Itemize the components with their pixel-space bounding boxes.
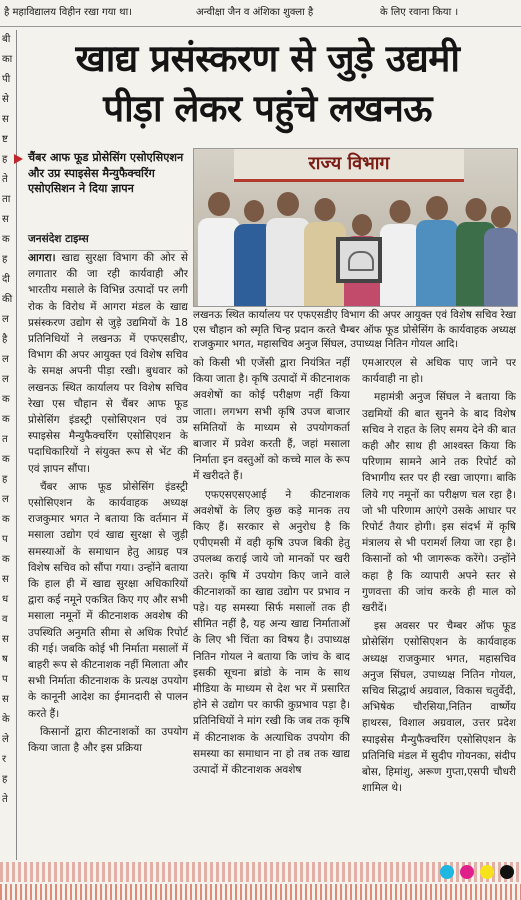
margin-fragment: बी — [2, 34, 11, 45]
margin-fragment: का — [2, 54, 13, 65]
byline: जनसंदेश टाइम्स — [28, 232, 188, 251]
photo-person — [416, 192, 458, 306]
headline-line-2: पीड़ा लेकर पहुंचे लखनऊ — [103, 87, 432, 130]
article-column-3 — [362, 355, 516, 862]
magenta-dot — [460, 865, 474, 879]
margin-fragment: प — [2, 674, 8, 685]
margin-fragment: ष्ट — [2, 134, 8, 145]
margin-fragment: ते — [2, 174, 8, 185]
margin-fragment: स — [2, 214, 9, 225]
margin-fragment: प — [2, 534, 8, 545]
margin-fragment: ल — [2, 354, 9, 365]
margin-fragment: ल — [2, 374, 9, 385]
yellow-dot — [480, 865, 494, 879]
article-paragraph: किसानों द्वारा कीटनाशकों का उपयोग किया जाता है और इस प्रक्रिया — [28, 725, 188, 755]
headline — [20, 34, 515, 134]
margin-fragment: स — [2, 634, 9, 645]
top-strip-text-b: अन्वीक्षा जैन व अंशिका शुक्ला है — [196, 7, 314, 18]
article-paragraph: चैंबर आफ फूड प्रोसेसिंग इंडस्ट्री एसोसिएशन के कार्यवाहक अध्यक्ष राजकुमार भगत ने बताया कि वर्तमान में मसाला उद्योग एवं खाद्य सुरक्षा से जुड़ी समस्याओं के समाधान हेतु आग्रह पत्र विशेष सचिव को सौंपा गया। उन्होंने बताया कि हाल ही में खाद्य सुरक्षा अधिकारियों द्वारा कई नमूने एकत्रित किए गए और सभी मसाला नमूनों में कीटनाशक अवशेष की उपस्थिति अनुमति सीमा से अधिक रिपोर्ट की गई। जबकि कोई भी निर्माता मसालों में बाहरी रूप से कीटनाशक नहीं मिलाता और सभी निर्माता कीटनाशक के प्रत्यक्ष उपयोग के कानूनी आदेश का ईमानदारी से पालन करते हैं। — [28, 480, 188, 720]
margin-fragment: ते — [2, 794, 8, 805]
margin-fragment: त — [2, 434, 8, 445]
article-column-1 — [28, 250, 188, 862]
margin-fragment: क — [2, 514, 10, 525]
margin-fragment: क — [2, 554, 10, 565]
photo-person — [484, 202, 518, 306]
print-registration-strip-lower — [0, 884, 521, 900]
article-paragraph: महामंत्री अनुज सिंघल ने बताया कि उद्यमियों की बात सुनने के बाद विशेष सचिव ने राहत के लिए समय देने की बात कही और साथ ही आश्वस्त किया कि परिणाम सामने आने तक रिपोर्ट को विभागीय स्तर पर ही रखा जाएगा। बाकि लिये गए नमूनों का परीक्षण चल रहा है। जो भी परिणाम आएंगे उसके आधार पर रिपोर्ट तैयार होगी। इस संदर्भ में कृषि मंत्रालय से भी परामर्श लिया जा रहा है। किसानों को भी जागरूक करेंगे। उन्होंने कहा है कि व्यापारी अपने स्तर से गुणवत्ता की जांच करके ही माल को खरीदें। — [362, 391, 516, 615]
margin-fragment: की — [2, 294, 13, 305]
article-paragraph: एफएसएसएआई ने कीटनाशक अवशेषों के लिए कुछ कड़े मानक तय किए हैं। सरकार से अनुरोध है कि एपीएमसी में वही कृषि उपज बिकी हेतु उपलब्ध कराई जाये जो मानकों पर खरी उतरे। कृषि में उपयोग किए जाने वाले कीटनाशकों का खाद्य उद्योग पर प्रभाव न पड़े। यह समस्या सिर्फ मसालों तक ही सीमित नहीं है, यह अन्य खाद्य निर्माताओं के लिए भी चिंता का विषय है। उपाध्यक्ष नितिन गोयल ने बताया कि जांच के बाद इसकी सूचना ब्रांडो के नाम के साथ मीडिया के माध्यम से देश भर में प्रसारित होने से उद्योग पर काफी कुप्रभाव पड़ा है। प्रतिनिधियों ने मांग रखी कि जब तक कृषि में कीटनाशक के अत्याधिक उपयोग की समस्या का समाधान ना हो तब तक खाद्य उत्पादों में कीटनाशक अवशेष — [193, 488, 350, 777]
photo-person — [380, 196, 420, 306]
photo-caption: लखनऊ स्थित कार्यालय पर एफएसडीए विभाग की अपर आयुक्त एवं विशेष सचिव रेखा एस चौहान को स्मृति चिन्ह प्रदान करते चैम्बर ऑफ फूड प्रोसेसिंग के कार्यवाहक अध्यक्ष राजकुमार भगत, महासचिव अनुज सिंघल, उपाध्यक्ष नितिन गोयल आदि। — [193, 309, 516, 350]
margin-fragment: क — [2, 394, 10, 405]
margin-fragment: ष — [2, 654, 8, 665]
margin-fragment: ह — [2, 154, 8, 165]
article-paragraph: को किसी भी एजेंसी द्वारा नियंत्रित नहीं किया जाता है। कृषि उत्पादों में कीटनाशक अवशेषों का कोई परीक्षण नहीं किया जाता। लगभग सभी कृषि उपज बाजार समितियों के माध्यम से उपयोगकर्ता बाजार में प्रवेश करती हैं, जहां मसाला निर्माता इन वस्तुओं को कच्चे माल के रूप में खरीदते हैं। — [193, 357, 350, 483]
cyan-dot — [440, 865, 454, 879]
margin-fragment: पी — [2, 74, 11, 85]
margin-fragment: दी — [2, 274, 10, 285]
article-paragraph: एमआरएल से अधिक पाए जाने पर कार्यवाही ना हो। — [362, 357, 516, 386]
dateline: आगरा। — [28, 252, 56, 264]
margin-fragment: के — [2, 714, 10, 725]
photo-banner: राज्य विभाग — [234, 149, 464, 182]
headline-line-1: खाद्य प्रसंस्करण से जुड़े उद्यमी — [75, 37, 460, 80]
margin-fragment: क — [2, 234, 10, 245]
black-dot — [500, 865, 514, 879]
margin-fragment: है — [2, 334, 8, 345]
top-strip-text-a: है महाविद्यालय विहीन रखा गया था। — [4, 7, 132, 18]
article-paragraph: आगरा। खाद्य सुरक्षा विभाग की ओर से लगातार की जा रही कार्यवाही और भारतीय मसाले के विभिन्न उत्पादों पर लगी रोक के विरोध में आगरा मंडल के खाद्य प्रसंस्करण उद्योग से जुड़े उद्यमियों के 18 प्रतिनिधियों ने लखनऊ में एफएसडीए, विभाग की अपर आयुक्त एवं विशेष सचिव के समक्ष अपनी पीड़ा रखी। बुधवार को लखनऊ स्थित कार्यालय पर विशेष सचिव रेखा एस चौहान से चैंबर आफ फूड प्रोसेसिंग इंडस्ट्री एसोसिएशन एवं उप्र स्पाइसेस मैन्युफैक्चरिंग एसोसिएशन के पदाधिकारियों ने संयुक्त रूप से भेंट की एवं ज्ञापन सौंपा। — [28, 252, 188, 475]
margin-fragment: क — [2, 454, 10, 465]
article-column-2 — [193, 355, 350, 862]
margin-fragment: क — [2, 414, 10, 425]
print-color-dots — [440, 862, 520, 882]
margin-fragment: ल — [2, 314, 9, 325]
memento-frame — [336, 237, 382, 283]
margin-fragment: ध — [2, 594, 9, 605]
margin-fragment: स — [2, 694, 9, 705]
margin-fragment: ले — [2, 734, 9, 745]
margin-fragment: ह — [2, 474, 8, 485]
margin-fragment: ल — [2, 494, 9, 505]
margin-fragment: ह — [2, 254, 8, 265]
margin-fragment: स — [2, 574, 9, 585]
margin-fragment: र — [2, 754, 7, 765]
news-photo — [193, 148, 518, 307]
margin-fragment: व — [2, 614, 8, 625]
margin-fragment: ह — [2, 774, 8, 785]
top-strip-text-c: के लिए रवाना किया । — [380, 7, 459, 18]
article-paragraph: इस अवसर पर चैम्बर ऑफ फूड प्रोसेसिंग एसोसिएशन के कार्यवाहक अध्यक्ष राजकुमार भगत, महासचिव अनुज सिंघल, उपाध्यक्ष नितिन गोयल, सचिव सिद्धार्थ अग्रवाल, विकास चतुर्वेदी, अभिषेक चौरसिया,नितिन वार्ष्णेय हाथरस, विशाल अग्रवाल, उत्तर प्रदेश स्पाइसेस मैन्युफैक्चरिंग एसोसिएशन के प्रतिनिधि मंडल में सुदीप गोयनका, संदीप बोस, हिमांशु, अरूण गुप्ता,एसपी चौधरी शामिल थे। — [362, 620, 516, 795]
margin-fragment: स — [2, 114, 9, 125]
top-strip — [0, 0, 521, 27]
margin-fragment: ता — [2, 194, 11, 205]
margin-fragment: से — [2, 94, 9, 105]
deck-subheadline: चैंबर आफ फूड प्रोसेसिंग एसोएसिएशन और उप्र स्पाइसेस मैन्युफैक्चरिंग एसोएसिशन ने दिया ज्ञापन — [28, 150, 188, 197]
